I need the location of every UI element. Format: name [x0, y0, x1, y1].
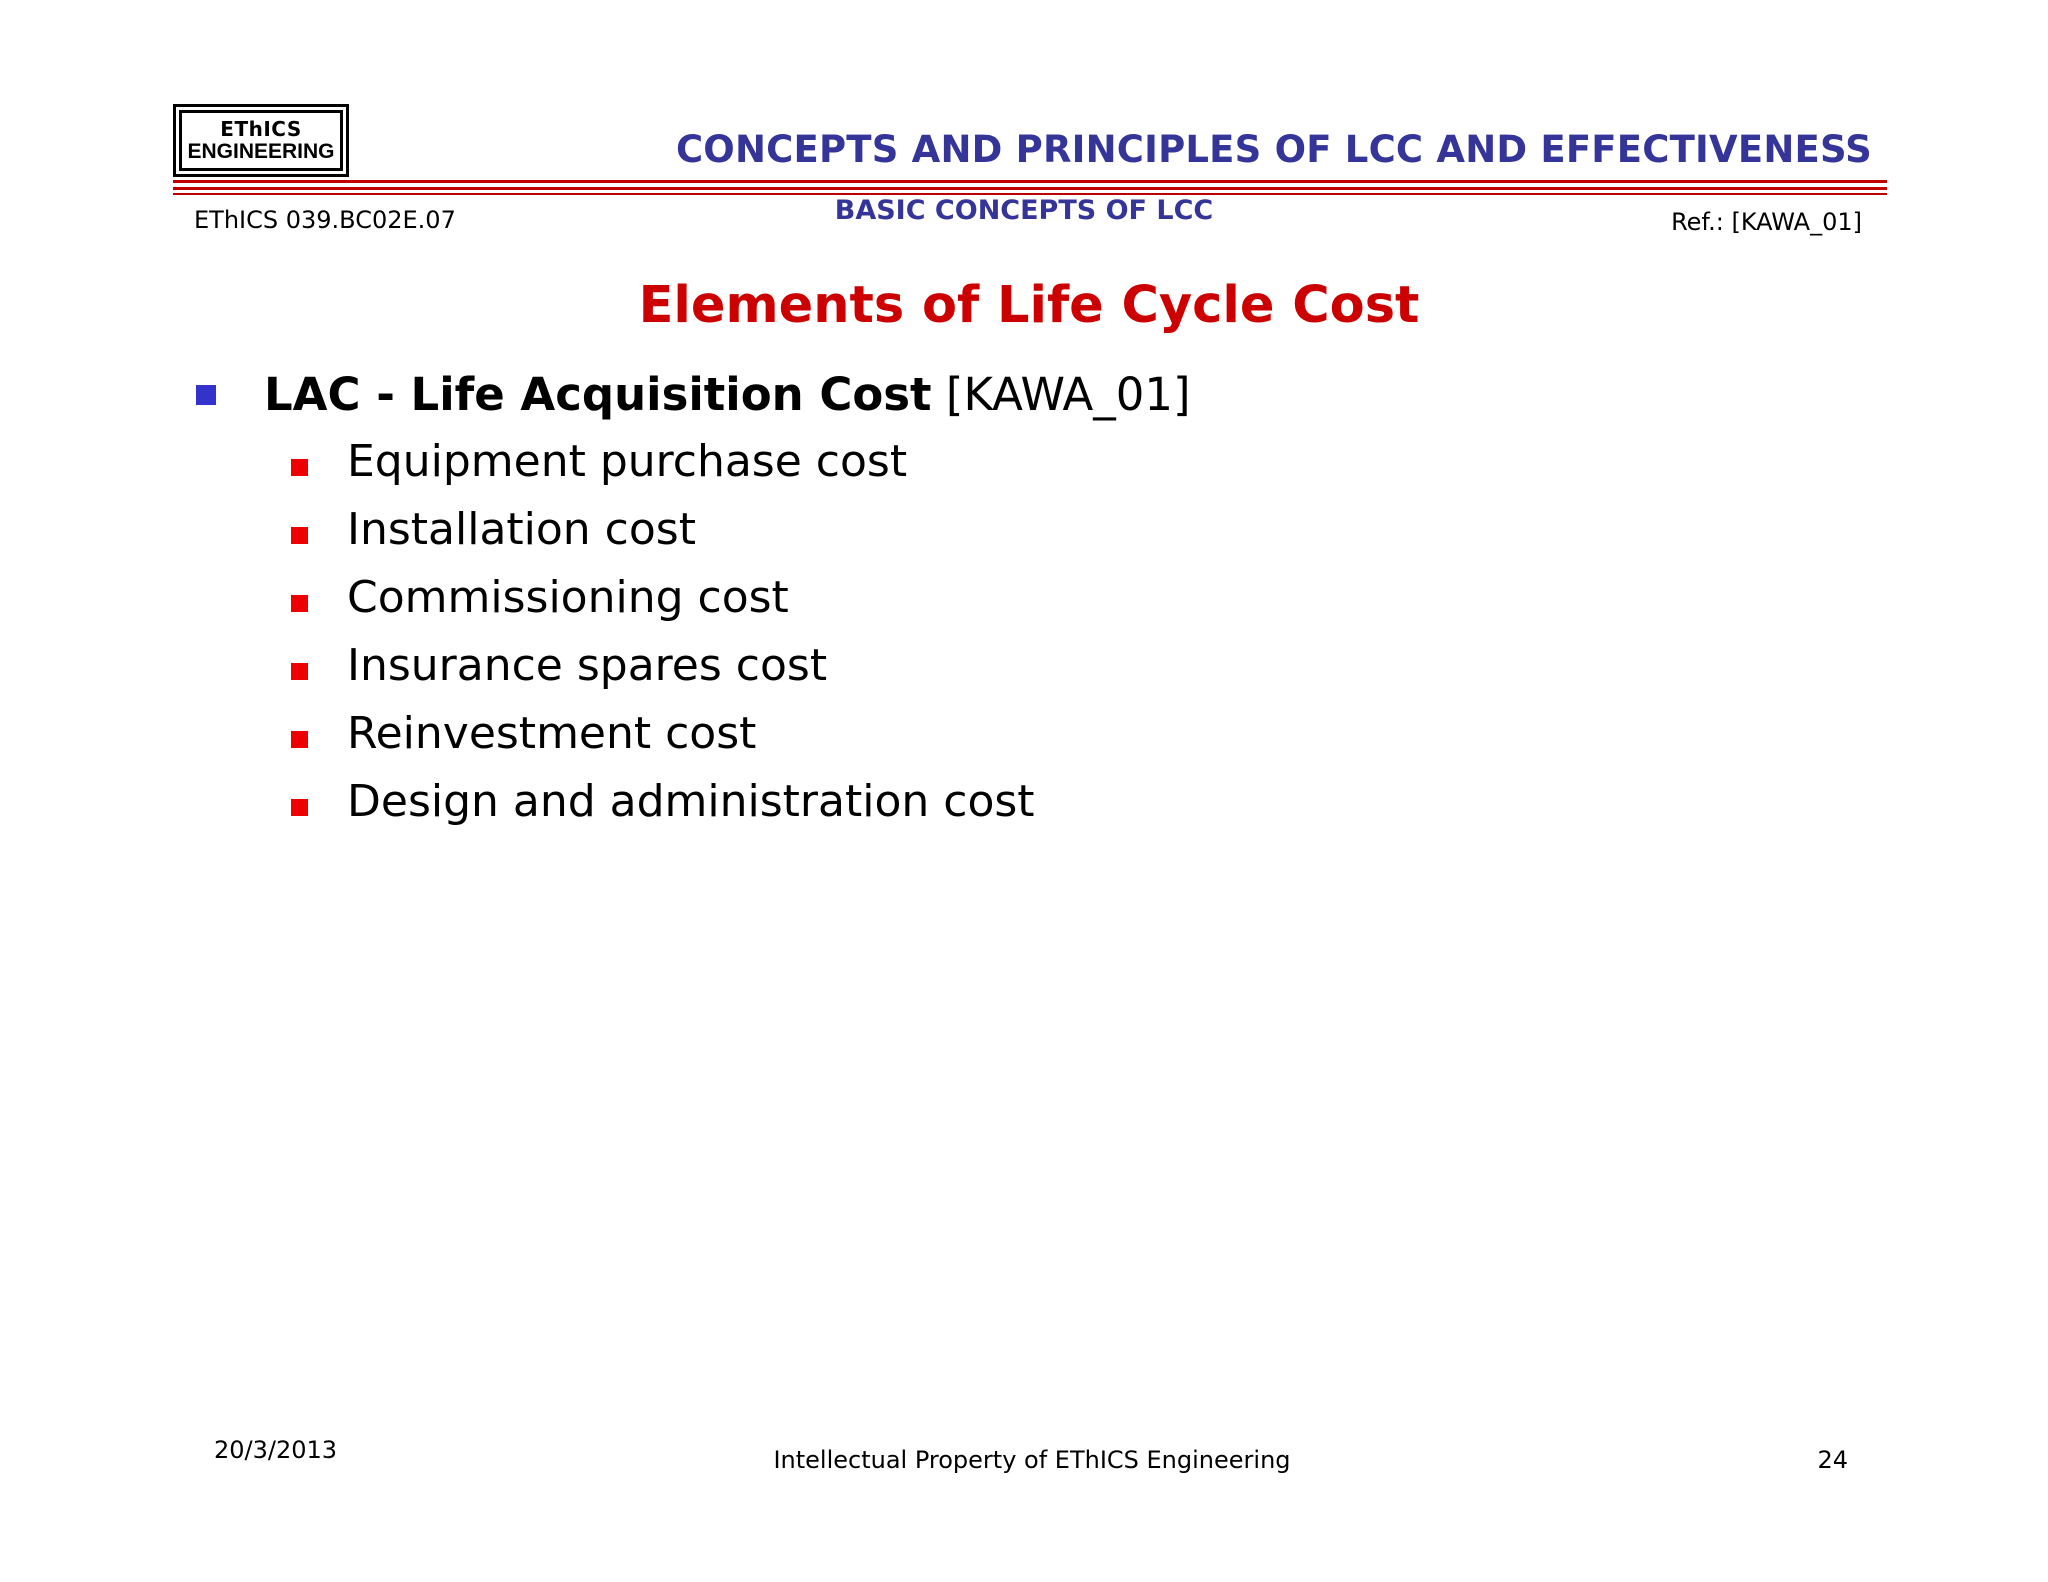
- document-code: EThICS 039.BC02E.07: [194, 206, 456, 234]
- footer-date: 20/3/2013: [214, 1436, 338, 1464]
- sub-bullet-square: [291, 527, 308, 544]
- sub-item-text: Installation cost: [347, 504, 696, 555]
- company-logo: [173, 104, 349, 177]
- sub-item-text: Reinvestment cost: [347, 708, 757, 759]
- sub-item-text: Equipment purchase cost: [347, 436, 908, 487]
- header-rule-middle: [173, 187, 1887, 190]
- slide-title-text: Elements of Life Cycle Cost: [638, 276, 1420, 335]
- sub-bullet-square: [291, 731, 308, 748]
- reference-label: Ref.: [KAWA_01]: [1671, 208, 1862, 236]
- main-item-reference: [KAWA_01]: [931, 368, 1191, 421]
- sub-item-text: Insurance spares cost: [347, 640, 828, 691]
- main-bullet-square: [196, 385, 216, 405]
- main-list-item: [264, 368, 1191, 421]
- sub-bullet-square: [291, 799, 308, 816]
- logo-text-engineering: ENGINEERING: [187, 140, 335, 163]
- logo-text-ethics: EThICS: [220, 117, 302, 141]
- sub-bullet-square: [291, 459, 308, 476]
- sub-bullet-square: [291, 663, 308, 680]
- page-number: 24: [1817, 1446, 1848, 1474]
- header-title: CONCEPTS AND PRINCIPLES OF LCC AND EFFECTIVENESS: [675, 128, 1872, 171]
- logo-frame: [179, 110, 343, 171]
- sub-item-text: Commissioning cost: [347, 572, 789, 623]
- footer-copyright-text: Intellectual Property of EThICS Engineering: [773, 1446, 1291, 1474]
- footer-copyright: [0, 1446, 2048, 1474]
- sub-item-text: Design and administration cost: [347, 776, 1035, 827]
- slide-title: [0, 276, 2048, 335]
- main-item-bold: LAC - Life Acquisition Cost: [264, 368, 932, 421]
- section-subtitle-text: BASIC CONCEPTS OF LCC: [834, 195, 1214, 226]
- header-rule-top: [173, 180, 1887, 183]
- sub-bullet-square: [291, 595, 308, 612]
